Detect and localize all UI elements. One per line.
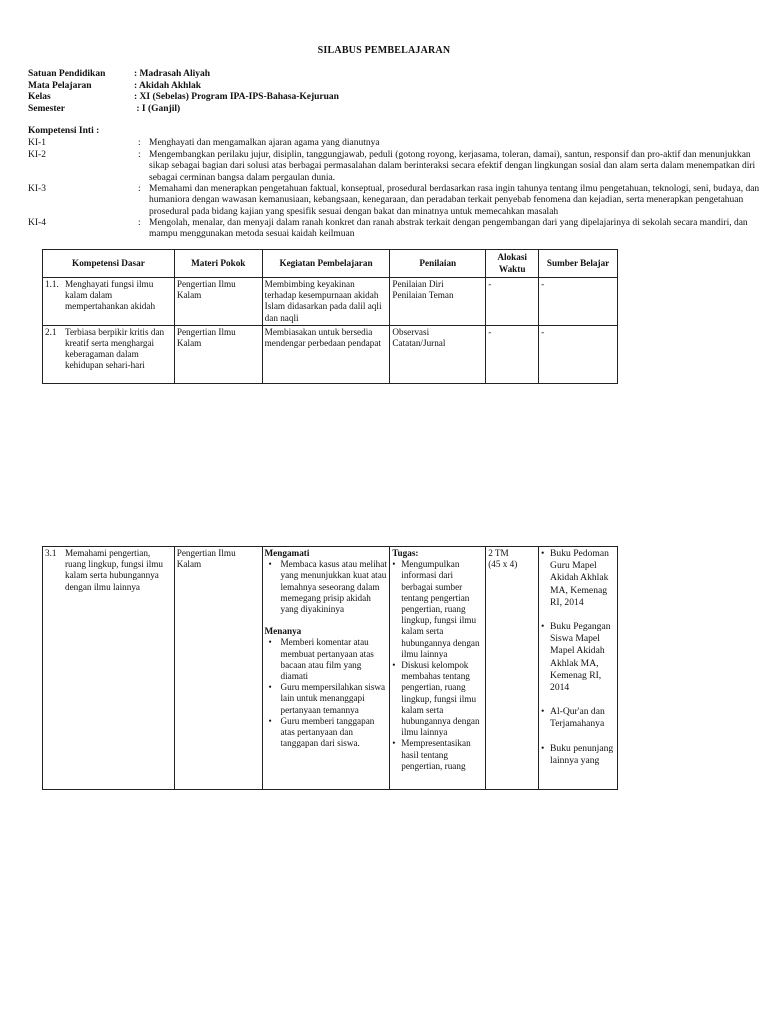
info-label: Semester	[28, 103, 65, 114]
penilaian-cell	[390, 547, 486, 790]
info-value: : Akidah Akhlak	[134, 80, 202, 91]
header-sumber: Sumber Belajar	[539, 250, 618, 278]
syllabus-table-continued	[42, 546, 618, 790]
alokasi-tm: 2 TM	[488, 548, 509, 558]
materi-cell: Pengertian Ilmu Kalam	[174, 325, 262, 383]
ki-heading: Kompetensi Inti :	[28, 126, 100, 136]
kd-cell	[43, 325, 175, 383]
syllabus-table-top	[42, 249, 618, 384]
ki-text: Memahami dan menerapkan pengetahuan faktual, konseptual, prosedural berdasarkan rasa ingin tahunya tentang ilmu pengetahuan, teknologi, seni, budaya, dan humaniora dengan wawasan kemanusiaan, kebangsaan, kenegaraan, dan peradaban terkait penyebab fenomena dan kejadian, serta menerapkan pengetahuan prosedural pada bidang kajian yang spesifik sesuai dengan bakat dan minatnya untuk memecahkan masalah	[149, 184, 760, 217]
ki-code: KI-3	[28, 184, 46, 194]
kd-number: 2.1	[45, 326, 57, 337]
identity-block	[28, 69, 339, 115]
info-label: Kelas	[28, 92, 51, 102]
kegiatan-cell	[262, 547, 390, 790]
table-row	[43, 325, 618, 383]
list-item: • Memberi komentar atau membuat pertanyaan atas bacaan atau film yang diamati	[281, 637, 388, 682]
tugas-label: Tugas:	[392, 548, 419, 558]
alokasi-cell: -	[486, 278, 539, 326]
list-item: • Al-Qur'an dan Terjamahanya	[550, 706, 615, 730]
list-item: • Mengumpulkan informasi dari berbagai sumber tentang pengertian pengertian, ruang lingkup, fungsi ilmu kalam serta hubungannya dengan ilmu lainnya	[401, 559, 483, 660]
penilaian-cell: Penilaian Diri Penilaian Teman	[390, 278, 486, 326]
info-value: : Madrasah Aliyah	[134, 69, 211, 79]
table-header-row	[43, 250, 618, 278]
table-row	[43, 278, 618, 326]
kd-text: Terbiasa berpikir kritis dan kreatif serta menghargai keberagaman dalam kehidupan sehari-hari	[65, 326, 165, 371]
table-row	[43, 547, 618, 790]
ki-text: Menghayati dan mengamalkan ajaran agama yang dianutnya	[149, 138, 380, 148]
info-row-satuan	[28, 69, 339, 81]
kd-text: Menghayati fungsi ilmu kalam dalam mempertahankan akidah	[65, 279, 156, 312]
ki-colon: :	[138, 218, 141, 228]
document-title: SILABUS PEMBELAJARAN	[317, 45, 451, 56]
kegiatan-cell: Membiasakan untuk bersedia mendengar perbedaan pendapat	[262, 325, 390, 383]
list-item: • Guru mempersilahkan siswa lain untuk menanggapi pertanyaan temannya	[281, 682, 388, 716]
menanya-label: Menanya	[264, 626, 302, 637]
tugas-list	[392, 559, 483, 772]
list-item: • Diskusi kelompok membahas tentang pengertian, ruang lingkup, fungsi ilmu kalam serta hubungannya dengan ilmu lainnya	[401, 660, 483, 738]
mengamati-label: Mengamati	[264, 548, 310, 558]
penilaian-cell: Observasi Catatan/Jurnal	[390, 325, 486, 383]
info-label: Mata Pelajaran	[28, 80, 92, 91]
header-penilaian: Penilaian	[390, 250, 486, 278]
list-item: • Buku penunjang lainnya yang	[550, 743, 615, 767]
list-item: • Guru memberi tanggapan atas pertanyaan dan tanggapan dari siswa.	[281, 716, 388, 750]
kd-text: Memahami pengertian, ruang lingkup, fungsi ilmu kalam serta hubungannya dengan ilmu lainnya	[65, 548, 163, 592]
info-value: : XI (Sebelas) Program IPA-IPS-Bahasa-Kejuruan	[134, 92, 339, 102]
info-row-kelas	[28, 92, 339, 104]
ki-code: KI-2	[28, 150, 46, 160]
sumber-list	[541, 548, 615, 767]
info-row-semester	[28, 104, 339, 116]
ki-colon: :	[138, 150, 141, 160]
kegiatan-cell: Membimbing keyakinan terhadap kesempurnaan akidah Islam didasarkan pada dalil aqli dan naqli	[262, 278, 390, 326]
alokasi-cell	[486, 547, 539, 790]
ki-item-3	[28, 184, 760, 218]
materi-cell: Pengertian Ilmu Kalam	[174, 547, 262, 790]
ki-colon: :	[138, 138, 141, 148]
kd-number: 3.1	[45, 548, 57, 558]
menanya-list	[265, 637, 388, 749]
ki-item-1	[28, 138, 760, 149]
alokasi-detail: (45 x 4)	[488, 559, 518, 570]
info-value: : I (Ganjil)	[134, 103, 181, 114]
sumber-cell	[539, 547, 618, 790]
alokasi-cell: -	[486, 325, 539, 383]
header-kompetensi-dasar: Kompetensi Dasar	[43, 250, 175, 278]
list-item: • Buku Pedoman Guru Mapel Akidah Akhlak MA, Kemenag RI, 2014	[550, 548, 615, 609]
info-row-mapel	[28, 81, 339, 93]
sumber-cell: -	[539, 278, 618, 326]
list-item: • Buku Pegangan Siswa Mapel Mapel Akidah Akhlak MA, Kemenag RI, 2014	[550, 621, 615, 694]
kd-number: 1.1.	[45, 279, 59, 289]
ki-text: Mengembangkan perilaku jujur, disiplin, tanggungjawab, peduli (gotong royong, kerjasama, toleran, damai), santun, responsif dan pro-aktif dan menunjukkan sikap sebagai bagian dari solusi atas berbagai permasalahan dalam berinteraksi secara efektif dengan lingkungan sosial dan alam serta dalam menempatkan diri sebagai cerminan bangsa dalam pergaulan dunia.	[149, 150, 756, 183]
ki-code: KI-4	[28, 218, 46, 228]
ki-code: KI-1	[28, 138, 46, 148]
ki-colon: :	[138, 184, 141, 194]
mengamati-list	[265, 559, 388, 615]
ki-item-2	[28, 150, 760, 184]
info-label: Satuan Pendidikan	[28, 69, 106, 79]
sumber-cell: -	[539, 325, 618, 383]
ki-item-4	[28, 218, 760, 241]
kd-cell	[43, 547, 175, 790]
list-item: • Mempresentasikan hasil tentang pengertian, ruang	[401, 738, 483, 772]
header-materi-pokok: Materi Pokok	[174, 250, 262, 278]
kd-cell	[43, 278, 175, 326]
materi-cell: Pengertian Ilmu Kalam	[174, 278, 262, 326]
ki-text: Mengolah, menalar, dan menyaji dalam ranah konkret dan ranah abstrak terkait dengan pengembangan dari yang dipelajarinya di sekolah secara mandiri, dan mampu menggunakan metoda sesuai kaidah keilmuan	[149, 218, 748, 240]
header-kegiatan: Kegiatan Pembelajaran	[262, 250, 390, 278]
list-item: • Membaca kasus atau melihat yang menunjukkan kuat atau lemahnya seseorang dalam memegang prisip akidah yang diyakininya	[281, 559, 388, 615]
header-alokasi: Alokasi Waktu	[486, 250, 539, 278]
